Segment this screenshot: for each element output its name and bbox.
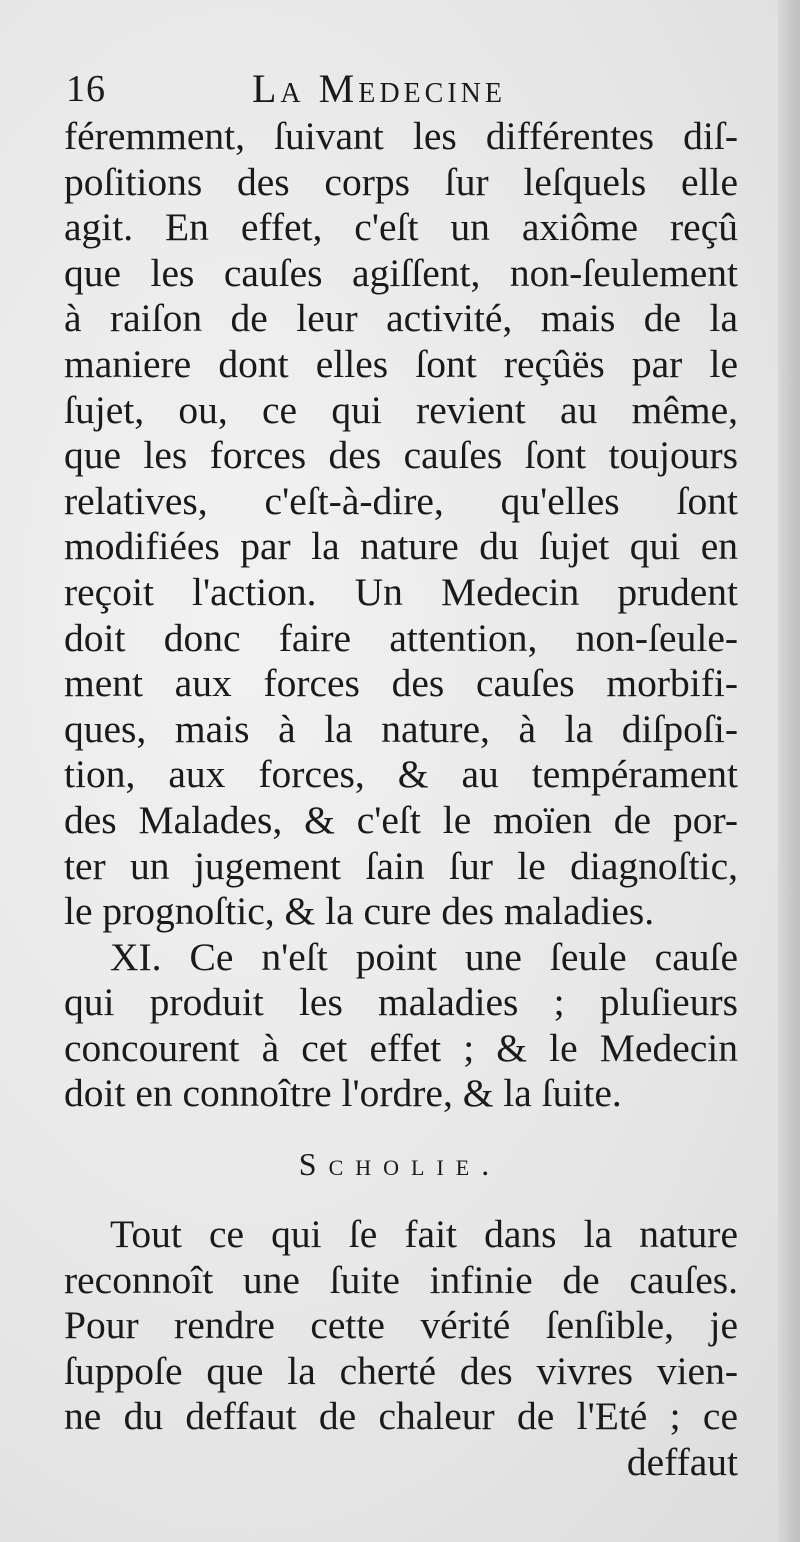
text-line: modifiées par la nature du ſujet qui en: [64, 524, 738, 569]
text-line: doit donc faire attention, non-ſeule-: [64, 615, 738, 660]
section-heading-scholie: Scholie.: [298, 1146, 502, 1182]
text-line: reconnoît une ſuite infinie de cauſes.: [64, 1257, 738, 1302]
text-line: maniere dont elles ſont reçûës par le: [64, 341, 738, 386]
text-line: qui produit les maladies ; pluſieurs: [64, 980, 738, 1025]
text-line: doit en connoître l'ordre, & la ſuite.: [64, 1071, 622, 1116]
main-text: [64, 114, 738, 1117]
text-line: ment aux forces des cauſes morbifi-: [64, 661, 738, 706]
page-header: [66, 66, 706, 112]
text-line: que les cauſes agiſſent, non-ſeulement: [64, 250, 738, 295]
text-line: ne du deffaut de chaleur de l'Eté ; ce: [64, 1394, 738, 1439]
catchword: deffaut: [626, 1440, 738, 1484]
scholie-text: [64, 1212, 738, 1440]
text-line: relatives, c'eſt-à-dire, qu'elles ſont: [64, 478, 738, 523]
text-line: concourent à cet effet ; & le Medecin: [64, 1025, 738, 1070]
text-line: ſujet, ou, ce qui revient au même,: [64, 387, 738, 432]
text-line: Tout ce qui ſe fait dans la nature: [110, 1212, 738, 1256]
text-line: XI. Ce n'eſt point une ſeule cauſe: [110, 934, 738, 979]
text-line: féremment, ſuivant les différentes diſ-: [64, 114, 738, 158]
text-line: le prognoſtic, & la cure des maladies.: [64, 889, 655, 934]
text-line: à raiſon de leur activité, mais de la: [64, 296, 738, 341]
text-line: Pour rendre cette vérité ſenſible, je: [64, 1303, 738, 1348]
text-line: agit. En effet, c'eſt un axiôme reçû: [64, 205, 738, 250]
text-line: des Malades, & c'eſt le moïen de por-: [64, 797, 738, 842]
text-line: reçoit l'action. Un Medecin prudent: [64, 569, 738, 614]
text-line: que les forces des cauſes ſont toujours: [64, 433, 738, 478]
page-number: 16: [66, 68, 106, 110]
text-line: poſitions des corps ſur leſquels elle: [64, 159, 738, 204]
running-title: La Medecine: [252, 66, 506, 111]
text-line: ter un jugement ſain ſur le diagnoſtic,: [64, 843, 738, 888]
text-line: ques, mais à la nature, à la diſpoſi-: [64, 706, 738, 751]
text-line: tion, aux forces, & au tempérament: [64, 752, 738, 797]
text-line: ſuppoſe que la cherté des vivres vien-: [64, 1348, 738, 1393]
page-gutter-shadow: [778, 0, 800, 1542]
